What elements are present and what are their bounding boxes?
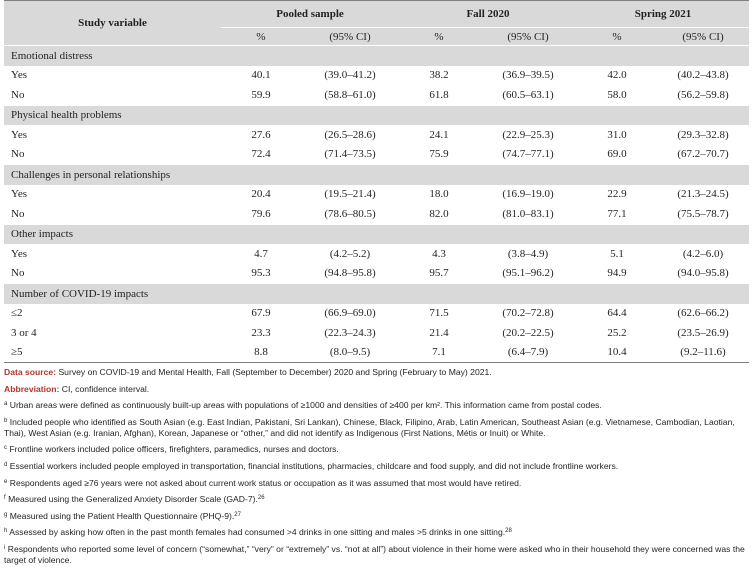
- abbreviation-note: [4, 384, 749, 395]
- data-source-label: Data source:: [4, 367, 57, 377]
- group-header-pooled: Pooled sample: [221, 1, 399, 28]
- study-variable-header: Study variable: [4, 1, 221, 46]
- table-row: [4, 343, 749, 363]
- table-row: [4, 204, 749, 224]
- pct-cell: 82.0: [429, 207, 449, 220]
- pct-cell: 18.0: [429, 188, 449, 201]
- footnote-text: Assessed by asking how often in the past month females had consumed >4 drinks in one sitting and males >5 drinks in one sitting.: [9, 527, 506, 538]
- pct-cell: 61.8: [429, 88, 449, 101]
- table-row: [4, 244, 749, 264]
- pct-cell: 69.0: [607, 148, 627, 161]
- results-table: [4, 0, 749, 363]
- pct-cell: 10.4: [577, 343, 657, 363]
- pct-cell: 4.7: [254, 247, 268, 260]
- data-source-text: Survey on COVID-19 and Mental Health, Fall (September to December) 2020 and Spring (February to May) 2021.: [56, 367, 492, 377]
- row-label: Yes: [11, 128, 28, 141]
- table-body: [4, 46, 749, 363]
- footnote-text: Respondents aged ≥76 years were not asked about current work status or occupation as it was assumed that most would have retired.: [9, 477, 522, 488]
- pct-cell: 4.3: [432, 247, 446, 260]
- pct-cell: 75.9: [429, 148, 449, 161]
- abbreviation-label: Abbreviation:: [4, 383, 60, 394]
- pct-cell: 94.9: [607, 267, 627, 280]
- group-header-fall-2020: Fall 2020: [399, 1, 577, 28]
- ci-cell: (22.3–24.3): [324, 326, 376, 339]
- ci-cell: (22.9–25.3): [502, 128, 554, 141]
- pct-cell: 58.0: [607, 88, 627, 101]
- row-label: No: [11, 88, 25, 101]
- ci-cell: (39.0–41.2): [324, 69, 376, 82]
- footnote-text: Urban areas were defined as continuously built-up areas with populations of ≥1000 and densities of ≥400 per km². This information came from postal codes.: [9, 400, 602, 411]
- reference-mark: 27: [234, 511, 241, 518]
- row-label: No: [11, 148, 25, 161]
- footnote-mark: f: [4, 495, 6, 502]
- footnote-mark: i: [4, 544, 6, 551]
- table-row: [4, 85, 749, 105]
- pct-cell: 24.1: [429, 128, 449, 141]
- ci-cell: (66.9–69.0): [324, 307, 376, 320]
- ci-cell: (21.3–24.5): [677, 188, 729, 201]
- section-row: [4, 224, 749, 244]
- footnote-mark: e: [4, 478, 8, 485]
- pct-cell: 22.9: [607, 188, 627, 201]
- row-label: ≥5: [4, 343, 221, 363]
- section-row: [4, 105, 749, 125]
- ci-cell: (81.0–83.1): [502, 207, 554, 220]
- ci-cell: (60.5–63.1): [502, 88, 554, 101]
- pct-cell: 59.9: [251, 88, 271, 101]
- data-source-note: [4, 367, 749, 378]
- pct-cell: 42.0: [607, 69, 627, 82]
- pct-cell: 23.3: [251, 326, 271, 339]
- row-label: 3 or 4: [11, 326, 37, 339]
- pct-cell: 20.4: [251, 188, 271, 201]
- section-row: [4, 46, 749, 66]
- section-title: Emotional distress: [4, 46, 749, 66]
- ci-cell: (95.1–96.2): [502, 267, 554, 280]
- footnote-mark: g: [4, 511, 8, 518]
- section-title: Number of COVID-19 impacts: [4, 284, 749, 304]
- row-label: No: [11, 267, 25, 280]
- pct-cell: 27.6: [251, 128, 271, 141]
- pct-header: %: [577, 28, 657, 46]
- footnote-mark: d: [4, 461, 8, 468]
- abbreviation-text: CI, confidence interval.: [59, 383, 150, 394]
- ci-cell: (9.2–11.6): [657, 343, 749, 363]
- ci-cell: (40.2–43.8): [677, 69, 729, 82]
- pct-header: %: [221, 28, 301, 46]
- table-row: [4, 66, 749, 86]
- pct-cell: 5.1: [610, 247, 624, 260]
- ci-cell: (75.5–78.7): [677, 207, 729, 220]
- footnote-text: Frontline workers included police officers, firefighters, paramedics, nurses and doctors.: [9, 444, 339, 455]
- ci-cell: (8.0–9.5): [301, 343, 399, 363]
- reference-mark: 26: [257, 495, 265, 502]
- footnote: [4, 544, 749, 566]
- ci-cell: (16.9–19.0): [502, 188, 554, 201]
- pct-cell: 72.4: [251, 148, 271, 161]
- footnote: [4, 444, 749, 455]
- section-row: [4, 165, 749, 185]
- footnote-mark: h: [4, 528, 8, 535]
- pct-cell: 25.2: [607, 326, 627, 339]
- footnote: [4, 400, 749, 411]
- footnote-text: Essential workers included people employed in transportation, financial institutions, pharmacies, childcare and food supply, and did not include frontline workers.: [9, 460, 619, 471]
- ci-cell: (74.7–77.1): [502, 148, 554, 161]
- footnote: [4, 478, 749, 489]
- ci-cell: (19.5–21.4): [324, 188, 376, 201]
- ci-cell: (67.2–70.7): [677, 148, 729, 161]
- ci-cell: (4.2–5.2): [329, 247, 371, 260]
- section-title: Physical health problems: [4, 105, 749, 125]
- ci-cell: (26.5–28.6): [324, 128, 376, 141]
- footnote: [4, 527, 749, 538]
- row-label: ≤2: [11, 307, 23, 320]
- ci-header: (95% CI): [479, 28, 577, 46]
- ci-cell: (36.9–39.5): [502, 69, 554, 82]
- pct-cell: 77.1: [607, 207, 627, 220]
- ci-header: (95% CI): [301, 28, 399, 46]
- pct-cell: 71.5: [429, 307, 449, 320]
- footnote-mark: b: [4, 417, 8, 424]
- section-title: Other impacts: [4, 224, 749, 244]
- table-row: [4, 264, 749, 284]
- footnote-list: [4, 400, 749, 566]
- footnote: [4, 511, 749, 522]
- ci-header: (95% CI): [657, 28, 749, 46]
- ci-cell: (3.8–4.9): [507, 247, 549, 260]
- ci-cell: (6.4–7.9): [479, 343, 577, 363]
- footnote: [4, 417, 749, 439]
- footnote-text: Respondents who reported some level of concern (“somewhat,” “very” or “extremely” vs. “not at all”) about violence in their home were asked who in their household they were concerned was the target of violence.: [4, 543, 745, 565]
- table-row: [4, 304, 749, 324]
- row-label: Yes: [11, 69, 28, 82]
- ci-cell: (29.3–32.8): [677, 128, 729, 141]
- ci-cell: (20.2–22.5): [502, 326, 554, 339]
- pct-cell: 67.9: [251, 307, 271, 320]
- table-row: [4, 145, 749, 165]
- table-notes: [4, 367, 749, 566]
- pct-cell: 79.6: [251, 207, 271, 220]
- pct-cell: 40.1: [251, 69, 271, 82]
- table-row: [4, 323, 749, 343]
- ci-cell: (70.2–72.8): [502, 307, 554, 320]
- table-row: [4, 185, 749, 205]
- table-header: [4, 1, 749, 46]
- pct-cell: 21.4: [429, 326, 449, 339]
- pct-cell: 64.4: [607, 307, 627, 320]
- pct-cell: 8.8: [221, 343, 301, 363]
- row-label: No: [11, 207, 25, 220]
- ci-cell: (71.4–73.5): [324, 148, 376, 161]
- ci-cell: (56.2–59.8): [677, 88, 729, 101]
- ci-cell: (58.8–61.0): [324, 88, 376, 101]
- table-row: [4, 125, 749, 145]
- footnote-mark: a: [4, 401, 8, 408]
- reference-mark: 28: [505, 528, 512, 535]
- ci-cell: (62.6–66.2): [677, 307, 729, 320]
- footnote-text: Measured using the Generalized Anxiety Disorder Scale (GAD-7).: [8, 494, 258, 505]
- ci-cell: (94.8–95.8): [324, 267, 376, 280]
- pct-cell: 31.0: [607, 128, 627, 141]
- ci-cell: (94.0–95.8): [677, 267, 729, 280]
- section-title: Challenges in personal relationships: [4, 165, 749, 185]
- footnote-text: Included people who identified as South Asian (e.g. East Indian, Pakistani, Sri Lankan), Chinese, Black, Filipino, Arab, Latin American, Southeast Asian (e.g. Vietnamese, Cambodian, Laotian, Thai), West Asian (e.g. Iranian, Afghan), Korean, Japanese or “other,” and did not identify as Indigenous (First Nations, Métis or Inuit) or White.: [4, 416, 735, 438]
- footnote-text: Measured using the Patient Health Questionnaire (PHQ-9).: [9, 510, 235, 521]
- pct-cell: 95.3: [251, 267, 271, 280]
- footnote-mark: c: [4, 445, 7, 452]
- pct-cell: 95.7: [429, 267, 449, 280]
- pct-cell: 38.2: [429, 69, 449, 82]
- ci-cell: (4.2–6.0): [682, 247, 724, 260]
- pct-cell: 7.1: [399, 343, 479, 363]
- footnote: [4, 461, 749, 472]
- ci-cell: (78.6–80.5): [324, 207, 376, 220]
- section-row: [4, 284, 749, 304]
- pct-header: %: [399, 28, 479, 46]
- group-header-spring-2021: Spring 2021: [577, 1, 749, 28]
- row-label: Yes: [11, 247, 28, 260]
- footnote: [4, 494, 749, 505]
- row-label: Yes: [11, 188, 28, 201]
- ci-cell: (23.5–26.9): [677, 326, 729, 339]
